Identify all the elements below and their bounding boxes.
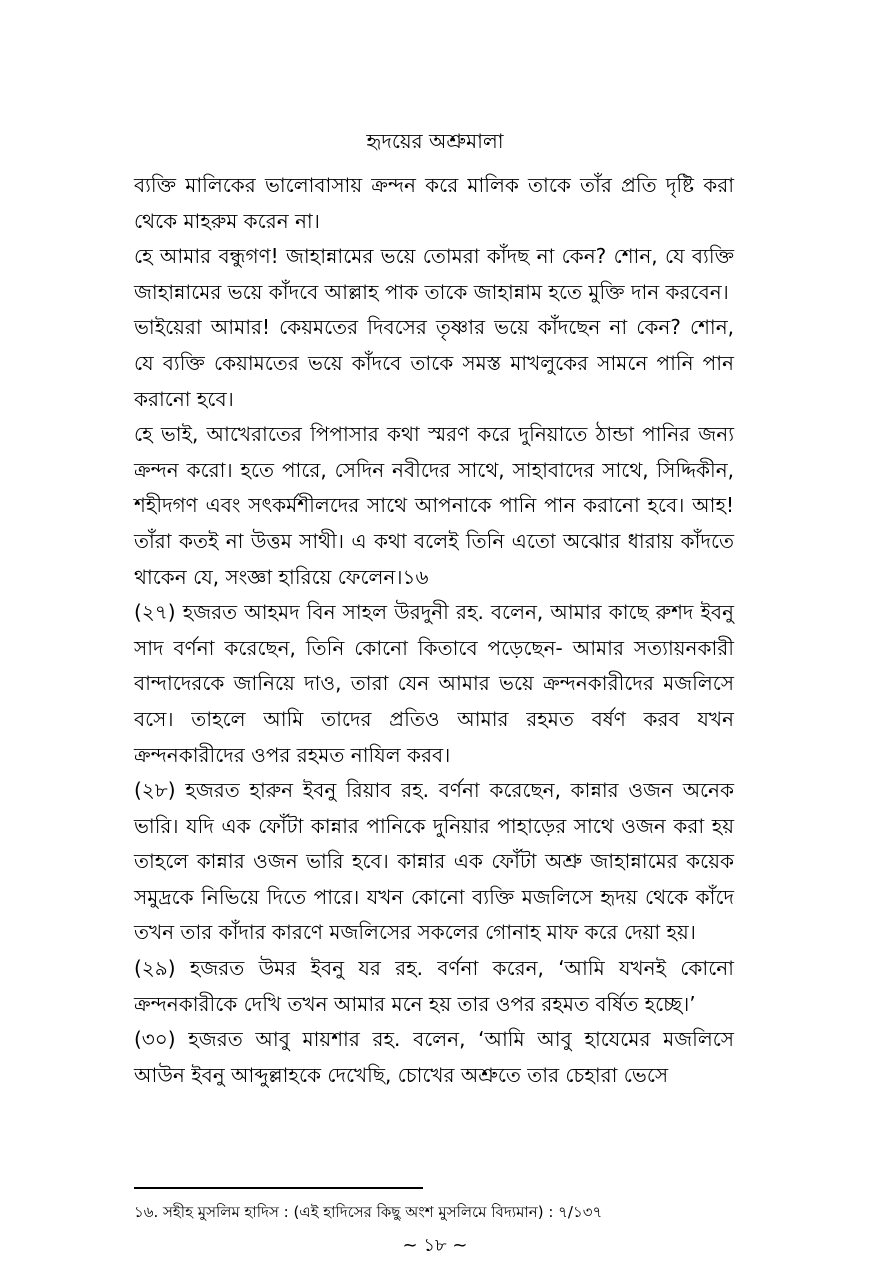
paragraph: (২৮) হজরত হারুন ইবনু রিয়াব রহ. বর্ণনা করেছেন, কান্নার ওজন অনেক ভারি। যদি এক ফোঁটা কান্নার পানিকে দুনিয়ার পাহাড়ের সাথে ওজন করা হয় তাহলে কান্নার ওজন ভারি হবে। কান্নার এক ফোঁটা অশ্রু জাহান্নামের কয়েক সমুদ্রকে নিভিয়ে দিতে পারে। যখন কোনো ব্যক্তি মজলিসে হৃদয় থেকে কাঁদে তখন তার কাঁদার কারণে মজলিসের সকলের গোনাহ মাফ করে দেয়া হয়। bbox=[134, 778, 734, 945]
paragraph: ভাইয়েরা আমার! কেয়মতের দিবসের তৃষ্ণার ভয়ে কাঁদছেন না কেন? শোন, যে ব্যক্তি কেয়ামতের ভয়ে কাঁদবে তাকে সমস্ত মাখলুকের সামনে পানি পান করানো হবে। bbox=[134, 315, 734, 411]
paragraph: হে ভাই, আখেরাতের পিপাসার কথা স্মরণ করে দুনিয়াতে ঠান্ডা পানির জন্য ক্রন্দন করো। হতে পারে, সেদিন নবীদের সাথে, সাহাবাদের সাথে, সিদ্দিকীন, শহীদগণ এবং সৎকর্মশীলদের সাথে আপনাকে পানি পান করানো হবে। আহ! তাঁরা কতই না উত্তম সাথী। এ কথা বলেই তিনি এতো অঝোর ধারায় কাঁদতে থাকেন যে, সংজ্ঞা হারিয়ে ফেলেন।১৬ bbox=[134, 422, 734, 589]
page-number: ~ ১৮ ~ bbox=[402, 1235, 468, 1256]
paragraph: (২৯) হজরত উমর ইবনু যর রহ. বর্ণনা করেন, ‘আমি যখনই কোনো ক্রন্দনকারীকে দেখি তখন আমার মনে হয় তার ওপর রহমত বর্ষিত হচ্ছে।’ bbox=[134, 956, 734, 1016]
paragraph: (২৭) হজরত আহমদ বিন সাহল উরদুনী রহ. বলেন, আমার কাছে রুশদ ইবনু সাদ বর্ণনা করেছেন, তিনি কোনো কিতাবে পড়েছেন- আমার সত্যায়নকারী বান্দাদেরকে জানিয়ে দাও, তারা যেন আমার ভয়ে ক্রন্দনকারীদের মজলিসে বসে। তাহলে আমি তাদের প্রতিও আমার রহমত বর্ষণ করব যখন ক্রন্দনকারীদের ওপর রহমত নাযিল করব। bbox=[134, 600, 734, 767]
body-text bbox=[134, 168, 734, 1093]
running-head: হৃদয়ের অশ্রুমালা bbox=[366, 129, 504, 153]
footnote: ১৬. সহীহ মুসলিম হাদিস : (এই হাদিসের কিছু অংশ মুসলিমে বিদ্যমান) : ৭/১৩৭ bbox=[134, 1203, 603, 1221]
paragraph: ব্যক্তি মালিকের ভালোবাসায় ক্রন্দন করে মালিক তাকে তাঁর প্রতি দৃষ্টি করা থেকে মাহরুম করেন না। bbox=[134, 173, 734, 233]
footnote-divider bbox=[134, 1187, 423, 1189]
paragraph: (৩০) হজরত আবু মায়শার রহ. বলেন, ‘আমি আবু হাযেমের মজলিসে আউন ইবনু আব্দুল্লাহকে দেখেছি, চোখের অশ্রুতে তার চেহারা ভেসে bbox=[134, 1027, 734, 1087]
paragraph: হে আমার বন্ধুগণ! জাহান্নামের ভয়ে তোমরা কাঁদছ না কেন? শোন, যে ব্যক্তি জাহান্নামের ভয়ে কাঁদবে আল্লাহ পাক তাকে জাহান্নাম হতে মুক্তি দান করবেন। bbox=[134, 244, 734, 304]
